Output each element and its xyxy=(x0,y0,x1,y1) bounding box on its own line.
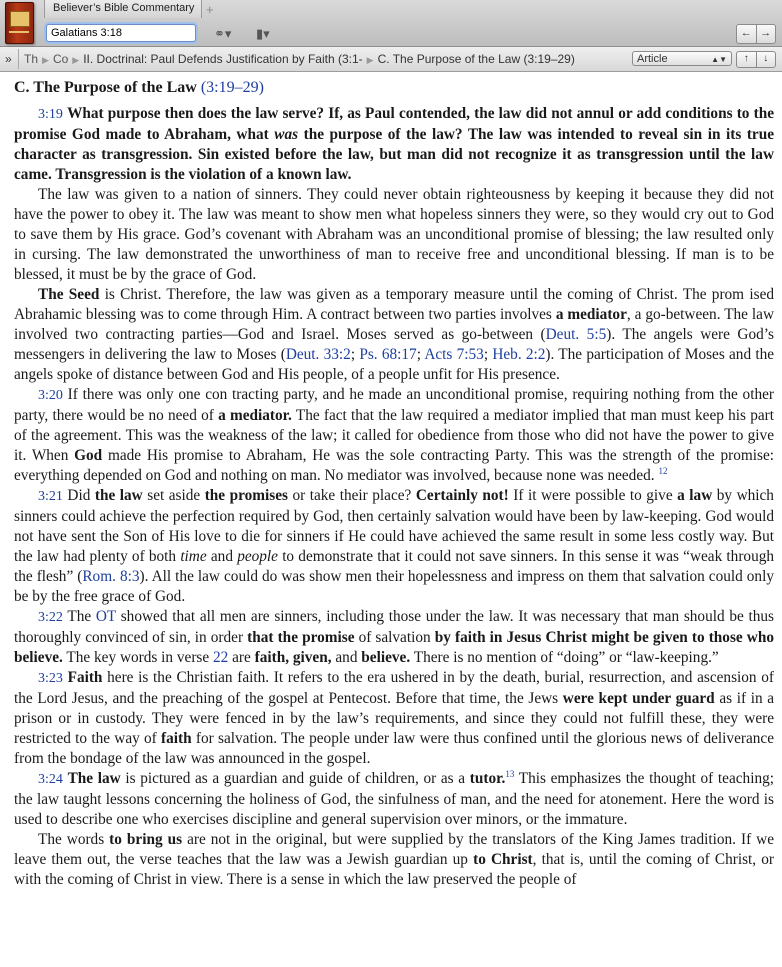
related-resources-icon[interactable]: ⚭▾ xyxy=(214,26,232,41)
breadcrumb-item-current[interactable]: C. The Purpose of the Law (3:19–29) xyxy=(377,52,575,66)
scripture-link[interactable]: Acts 7:53 xyxy=(424,346,484,363)
section-up-button[interactable]: ↑ xyxy=(743,53,749,64)
book-spine-decoration xyxy=(9,31,29,33)
paragraph: The Seed is Christ. Therefore, the law was given as a temporary measure until the coming of Christ. The prom ised Abrahamic blessing was to come through Him. A contract between two parties involves a mediator, a go-between. The law involved two contracting parties—God and Israel. Moses served as go-between (Deut. 5:5). The angels were God’s messengers in delivering the law to Moses (Deut. 33:2; Ps. 68:17; Acts 7:53; Heb. 2:2). The participation of Moses and the angels spoke of distance between God and His people, of a people unfit for His presence. xyxy=(14,286,775,383)
breadcrumb-item[interactable]: Co xyxy=(52,52,69,66)
divider xyxy=(18,49,19,69)
reference-input[interactable] xyxy=(46,24,196,42)
footnote-link[interactable]: 13 xyxy=(505,768,515,779)
paragraph: 3:20 If there was only one con tracting party, and he made an unconditional promise, requiring nothing from the other party, there would be no need of a mediator. The fact that the law required a mediator implied that man must keep his part of the agreement. This was the weakness of the law; it called for obedience from those who did not have the power to give it. When God made His promise to Abraham, He was the sole contracting Party. This was the strength of the promise: everything depended on God and nothing on man. No mediator was involved, because none was needed. $^{12}$ xyxy=(14,386,775,484)
paragraph: 3:21 Did the law set aside the promises or take their place? Certainly not! If it were possible to give a law by which sinners could achieve the perfection required by God, then certainly salvation would have been by law-keeping. God would not have sent the Son of His love to die for sinners if He could have achieved the same result in some less costly way. But the law had plenty of both time and people to demonstrate that it could not save sinners. In this sense it was “weak through the flesh” (Rom. 8:3). All the law could do was show men their hopelessness and impress on them that salvation could only be by the free grace of God. xyxy=(14,487,775,605)
view-select[interactable] xyxy=(632,51,732,66)
verse-link[interactable]: 3:19 xyxy=(38,107,63,122)
sidebar-toggle-icon[interactable]: » xyxy=(5,52,12,66)
section-heading: C. The Purpose of the Law (3:19–29) xyxy=(14,79,264,96)
book-cover-icon[interactable] xyxy=(5,2,34,44)
breadcrumb-arrow-icon: ▶ xyxy=(366,55,374,65)
book-label-decoration xyxy=(10,11,30,27)
verse-link[interactable]: 3:24 xyxy=(38,772,63,787)
paragraph: 3:22 The OT showed that all men are sinners, including those under the law. It was necessary that man should be thus thoroughly convinced of sin, in order that the promise of salvation by faith in Jesus Christ might be given to those who believe. The key words in verse 22 are faith, given, and believe. There is no mention of “doing” or “law-keeping.” xyxy=(14,608,774,666)
view-select-value: Article xyxy=(637,53,668,65)
verse-link[interactable]: 22 xyxy=(212,649,229,666)
verse-link[interactable]: 3:20 xyxy=(38,388,63,403)
section-stepper xyxy=(736,51,776,68)
article-pane[interactable] xyxy=(0,72,782,967)
section-reference-link[interactable]: (3:19–29) xyxy=(200,79,264,96)
scripture-link[interactable]: Deut. 33:2 xyxy=(285,346,351,363)
breadcrumb-items xyxy=(24,52,575,66)
paragraph: 3:24 The law is pictured as a guardian and guide of children, or as a tutor.$^{13}$ This emphasizes the thought of teaching; the law taught lessons concerning the holiness of God, the sinfulness of man, and the need for atonement. Here the word is used to describe one who exercises discipline and general supervision over minors, or the immature. xyxy=(14,768,774,828)
updown-caret-icon: ▲▼ xyxy=(711,55,727,64)
paragraph: 3:23 Faith here is the Christian faith. It refers to the era ushered in by the death, burial, resurrection, and ascension of the Lord Jesus, and the preaching of the gospel at Pentecost. Before that time, the Jews were kept under guard as if in a prison or in custody. They were fenced in by the law’s requirements, and since they could not fulfill these, they were restricted to the way of faith for salvation. The people under law were thus confined until the glorious news of deliverance from the bondage of the law was announced in the gospel. xyxy=(14,669,775,767)
add-tab-button[interactable]: + xyxy=(206,2,214,17)
scripture-link[interactable]: Ps. 68:17 xyxy=(359,346,417,363)
footnote-link[interactable]: 12 xyxy=(658,465,668,476)
breadcrumb-item[interactable]: II. Doctrinal: Paul Defends Justification by Faith (3:1- xyxy=(83,52,363,66)
paragraph: The words to bring us are not in the original, but were supplied by the translators of the King James tradition. If we leave them out, the verse teaches that the law was a Jewish guardian up to Christ, that is, until the coming of Christ, or with the coming of Christ in view. There is a sense in which the law preserved the people of xyxy=(14,831,775,888)
verse-link[interactable]: 3:23 xyxy=(38,671,63,686)
history-nav xyxy=(736,24,776,44)
article-body xyxy=(14,78,774,890)
verse-link[interactable]: 3:21 xyxy=(38,489,63,504)
toolbar xyxy=(0,0,782,47)
section-down-button[interactable]: ↓ xyxy=(756,52,776,67)
forward-arrow-icon[interactable]: → xyxy=(756,25,776,43)
scripture-link[interactable]: Rom. 8:3 xyxy=(82,568,140,585)
tab-commentary[interactable]: Believer’s Bible Commentary xyxy=(44,0,202,18)
abbreviation-link[interactable]: OT xyxy=(95,608,116,625)
paragraph: The law was given to a nation of sinners. They could never obtain righteousness by keeping it because they did not have the power to obey it. The law was meant to show men what hopeless sinners they were, so they would cry out to God to save them by His grace. God’s covenant with Abraham was an unconditional promise of blessing; the law resulted only in cursing. The law demonstrated the unworthiness of man to receive free and unconditional blessing. If man is to be blessed, it must be by the grace of God. xyxy=(14,186,774,283)
breadcrumb-arrow-icon: ▶ xyxy=(72,55,80,65)
back-arrow-icon[interactable]: ← xyxy=(740,27,752,39)
verse-link[interactable]: 3:22 xyxy=(38,610,63,625)
paragraph: 3:19 What purpose then does the law serve? If, as Paul contended, the law did not annul or add conditions to the promise God made to Abraham, what was the purpose of the law? The law was intended to reveal sin in its true character as transgression. Sin existed before the law, but man did not recognize it as transgression until the law came. Transgression is the violation of a known law. xyxy=(14,105,774,183)
breadcrumb-arrow-icon: ▶ xyxy=(42,55,49,65)
breadcrumb xyxy=(0,47,782,72)
panel-layout-icon[interactable]: ▮▾ xyxy=(256,26,270,41)
scripture-link[interactable]: Deut. 5:5 xyxy=(545,326,607,343)
scripture-link[interactable]: Heb. 2:2 xyxy=(492,346,546,363)
breadcrumb-item[interactable]: Th xyxy=(24,52,39,66)
